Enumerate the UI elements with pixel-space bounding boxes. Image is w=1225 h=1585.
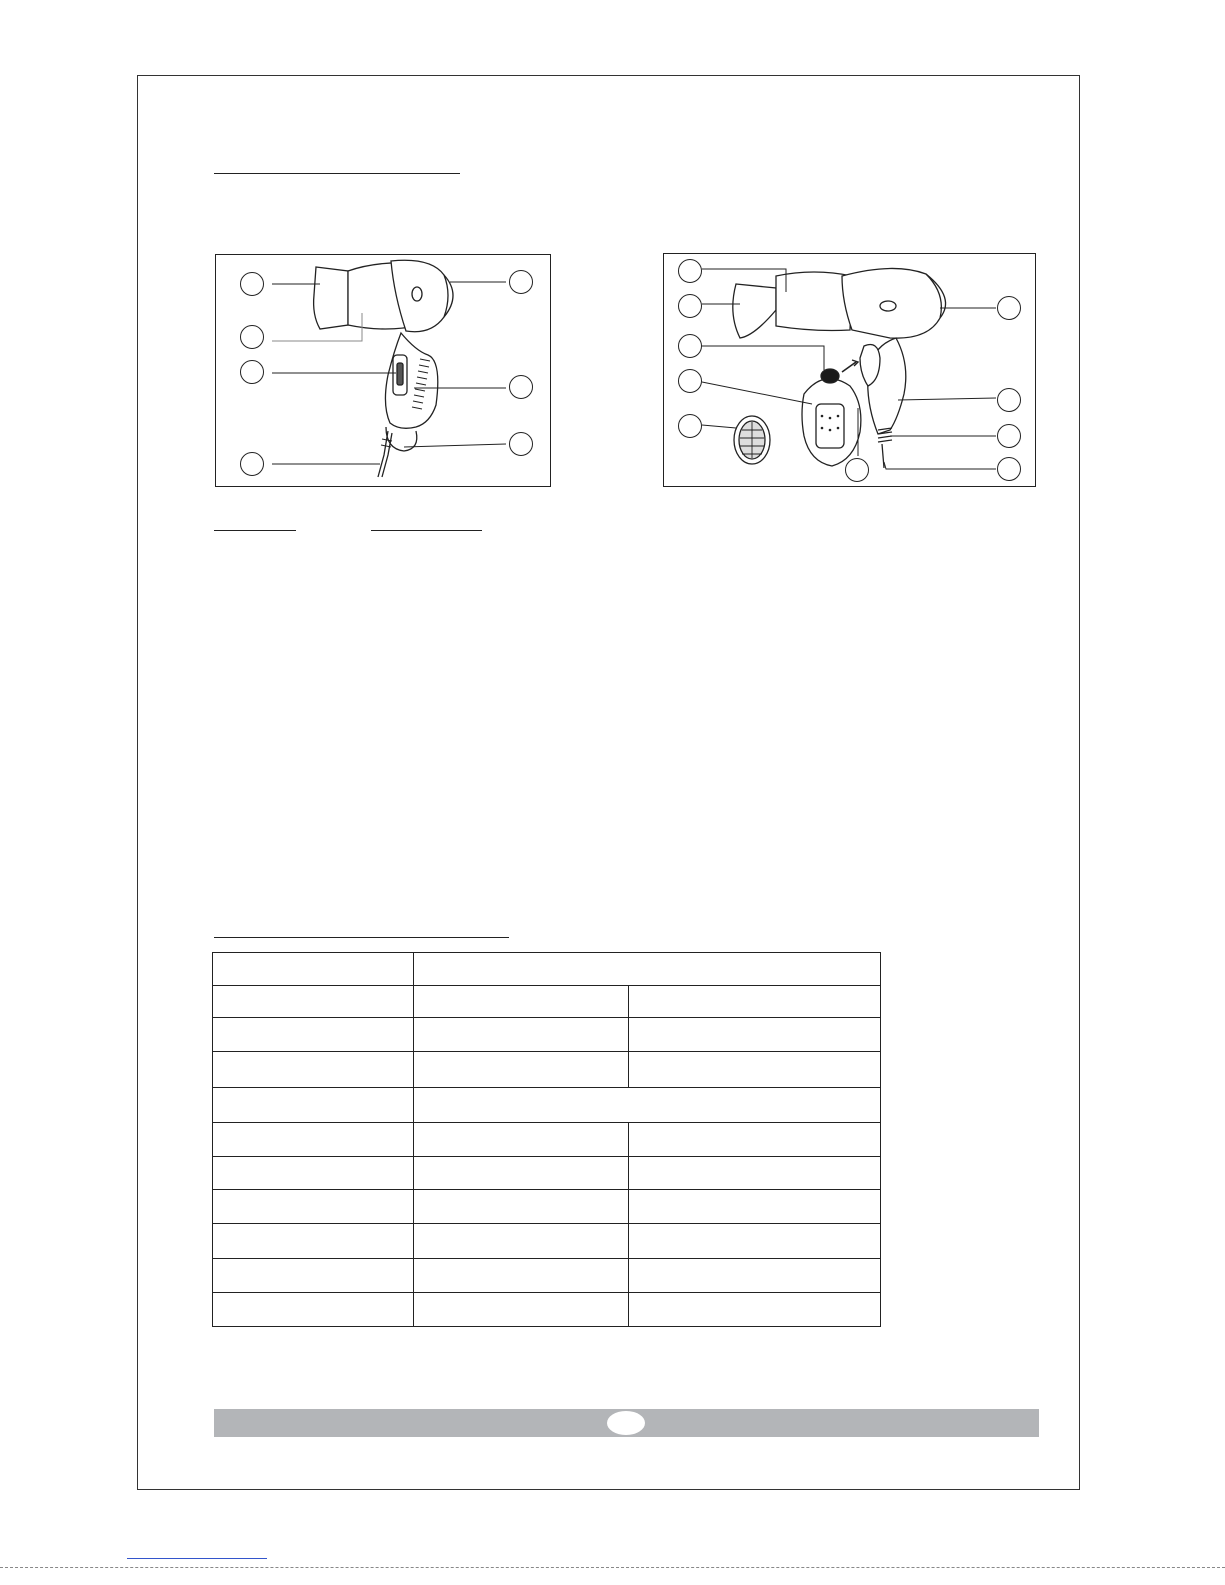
table-row	[213, 986, 881, 1018]
table-row	[213, 1259, 881, 1293]
page-number	[607, 1411, 645, 1435]
table-row	[213, 1224, 881, 1259]
callout-5	[509, 270, 533, 294]
callout-3	[678, 334, 702, 358]
page-bottom-edge	[0, 1567, 1225, 1568]
callout-1	[678, 259, 702, 283]
table-cell	[629, 1259, 881, 1293]
table-cell	[213, 953, 414, 986]
hairdryer-compact-drawing	[216, 255, 550, 486]
table-row	[213, 1157, 881, 1190]
table-row	[213, 1293, 881, 1327]
table-cell	[629, 1052, 881, 1088]
callout-3	[240, 360, 264, 384]
table-cell	[213, 1052, 414, 1088]
table-cell	[414, 1259, 629, 1293]
table-cell	[414, 1088, 881, 1123]
table-cell	[629, 1157, 881, 1190]
table-row	[213, 1123, 881, 1157]
table-cell	[213, 1224, 414, 1259]
table-cell	[414, 986, 629, 1018]
callout-7	[997, 388, 1021, 412]
table-cell	[629, 1293, 881, 1327]
hairdryer-accessories-drawing	[664, 254, 1035, 486]
callout-5	[678, 414, 702, 438]
callout-8	[997, 424, 1021, 448]
figure-hairdryer-accessories	[663, 253, 1036, 487]
figure-label-a-rule	[214, 530, 296, 531]
table-cell	[213, 1123, 414, 1157]
table-cell	[213, 1259, 414, 1293]
callout-10	[845, 458, 869, 482]
callout-2	[678, 294, 702, 318]
technical-data-heading-rule	[214, 937, 509, 938]
table-cell	[414, 1224, 629, 1259]
callout-9	[997, 457, 1021, 481]
table-cell	[629, 1224, 881, 1259]
table-cell	[414, 953, 881, 986]
table-cell	[629, 986, 881, 1018]
table-cell	[213, 1088, 414, 1123]
table-row	[213, 1018, 881, 1052]
callout-7	[509, 432, 533, 456]
figure-label-b-rule	[371, 530, 482, 531]
table-cell	[213, 986, 414, 1018]
table-row	[213, 1190, 881, 1224]
table-row	[213, 1088, 881, 1123]
table-cell	[213, 1018, 414, 1052]
callout-4	[240, 452, 264, 476]
callout-6	[997, 296, 1021, 320]
table-cell	[213, 1190, 414, 1224]
table-cell	[414, 1293, 629, 1327]
figure-hairdryer-compact	[215, 254, 551, 487]
technical-data-table	[212, 952, 881, 1327]
table-cell	[629, 1018, 881, 1052]
table-cell	[213, 1293, 414, 1327]
bottom-link-underline	[127, 1558, 267, 1559]
table-cell	[414, 1052, 629, 1088]
callout-4	[678, 369, 702, 393]
table-cell	[414, 1157, 629, 1190]
callout-6	[509, 375, 533, 399]
table-row	[213, 953, 881, 986]
table-cell	[414, 1123, 629, 1157]
product-description-heading-rule	[214, 173, 460, 174]
table-row	[213, 1052, 881, 1088]
table-cell	[629, 1123, 881, 1157]
table-cell	[414, 1018, 629, 1052]
table-cell	[629, 1190, 881, 1224]
table-cell	[213, 1157, 414, 1190]
callout-1	[240, 272, 264, 296]
table-cell	[414, 1190, 629, 1224]
callout-2	[240, 325, 264, 349]
